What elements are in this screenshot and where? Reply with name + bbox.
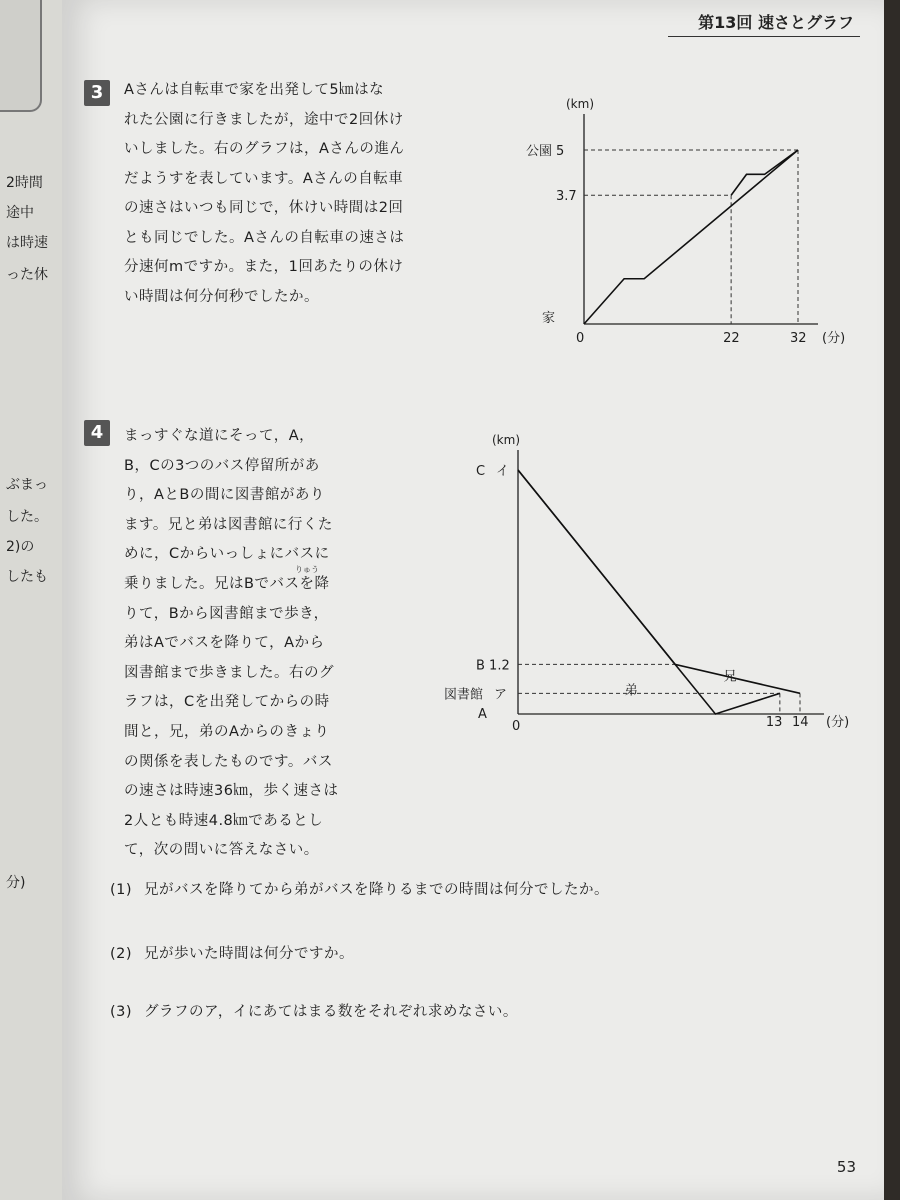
prev-fragment: は時速 <box>6 235 48 251</box>
page-number: 53 <box>836 1158 856 1176</box>
question-4-text <box>124 422 338 866</box>
prev-fragment: った休 <box>6 267 48 283</box>
q4-line: て，次の問いに答えなさい。 <box>124 842 319 859</box>
q3-line: い時間は何分何秒でしたか。 <box>124 288 319 305</box>
q4-bus-walk-graph <box>372 422 850 752</box>
x-tick-label: 0 <box>512 719 521 734</box>
y-tick-label: B 1.2 <box>476 658 510 674</box>
y-axis-label: (km) <box>492 433 521 447</box>
subq-text: 兄がバスを降りてから弟がバスを降りるまでの時間は何分でしたか。 <box>144 882 610 898</box>
q3-line: Aさんは自転車で家を出発して5㎞はな <box>124 82 385 98</box>
q4-line: 2人とも時速4.8㎞であるとし <box>124 812 324 829</box>
subquestion-3 <box>110 1000 518 1021</box>
furigana-ryuu: りゅう <box>295 565 319 574</box>
series-line-A-rest <box>731 150 798 195</box>
question-3-number: 3 <box>84 80 110 106</box>
series-line-younger <box>518 470 780 714</box>
question-4-number: 4 <box>84 420 110 446</box>
q4-line: の関係を表したものです。バス <box>124 753 333 770</box>
subq-text: グラフのア，イにあてはまる数をそれぞれ求めなさい。 <box>144 1004 518 1020</box>
y-tick-label: イ <box>496 464 510 479</box>
question-3-text <box>124 76 404 312</box>
previous-page-edge <box>0 0 62 1200</box>
q4-line: り，AとBの間に図書館があり <box>124 487 325 504</box>
q3-line: 分速何mですか。また，1回あたりの休け <box>124 259 404 275</box>
series-label-younger: 弟 <box>624 683 638 699</box>
q3-line: れた公園に行きましたが，途中で2回休け <box>124 111 404 128</box>
q3-line: とも同じでした。Aさんの自転車の速さは <box>124 229 405 246</box>
q3-line: だようすを表しています。Aさんの自転車 <box>124 170 404 187</box>
y-name-park: 公園 <box>526 144 553 159</box>
y-axis-label: (km) <box>566 97 595 111</box>
q4-line: 図書館まで歩きました。右のグ <box>124 664 334 681</box>
subq-text: 兄が歩いた時間は何分ですか。 <box>144 946 355 962</box>
y-name-A: A <box>478 707 487 722</box>
q3-line: の速さはいつも同じで，休けい時間は2回 <box>124 200 404 216</box>
prev-fragment: 2時間 <box>6 175 43 191</box>
subq-number: (1) <box>110 882 133 898</box>
subq-number: (2) <box>110 946 133 962</box>
q4-line: ます。兄と弟は図書館に行くた <box>124 516 333 533</box>
q3-distance-time-graph <box>454 92 846 362</box>
x-axis-label: (分) <box>826 715 850 730</box>
prev-fragment: したも <box>6 569 48 585</box>
subquestion-1 <box>110 878 609 899</box>
q4-line: B，Cの3つのバス停留所があ <box>124 457 320 474</box>
x-tick-label: 14 <box>792 715 809 730</box>
binding-tab <box>0 0 42 112</box>
y-tick-label: ア <box>494 687 508 703</box>
x-tick-label: 32 <box>790 331 807 346</box>
q4-line: の速さは時速36㎞，歩く速さは <box>124 783 339 800</box>
series-line-brother <box>518 470 800 693</box>
workbook-page <box>62 0 884 1200</box>
q4-line: めに，Cからいっしょにバスに <box>124 546 330 563</box>
prev-fragment: ぶまっ <box>6 477 48 493</box>
x-axis-label: (分) <box>822 331 846 346</box>
series-line-A <box>584 150 798 324</box>
prev-fragment: 途中 <box>6 205 34 221</box>
q4-line: 弟はAでバスを降りて，Aから <box>124 635 325 652</box>
x-tick-label: 13 <box>765 715 783 730</box>
subquestion-2 <box>110 942 354 963</box>
q4-line: まっすぐな道にそって，A， <box>124 428 315 444</box>
y-tick-label: 5 <box>556 144 565 159</box>
y-name-C: C <box>476 464 486 479</box>
prev-fragment: 分) <box>6 875 26 891</box>
q4-line: 乗りました。兄はBでバスを降 <box>124 575 330 592</box>
page-header: 第13回 速さとグラフ <box>668 10 860 37</box>
y-tick-label: 3.7 <box>556 189 577 205</box>
series-label-brother: 兄 <box>723 669 737 685</box>
background-edge <box>884 0 900 1200</box>
x-tick-label: 22 <box>723 331 740 346</box>
prev-fragment: 2)の <box>6 539 35 555</box>
prev-fragment: した。 <box>6 509 48 525</box>
q4-line: りて，Bから図書館まで歩き， <box>124 605 329 622</box>
subq-number: (3) <box>110 1004 133 1020</box>
q3-line: いしました。右のグラフは，Aさんの進ん <box>124 141 405 157</box>
q4-line: ラフは，Cを出発してからの時 <box>124 694 330 711</box>
y-name-home: 家 <box>542 311 556 326</box>
x-tick-label: 0 <box>576 331 585 346</box>
q4-line: 間と，兄，弟のAからのきょり <box>124 723 330 740</box>
y-name-library: 図書館 <box>444 687 484 703</box>
